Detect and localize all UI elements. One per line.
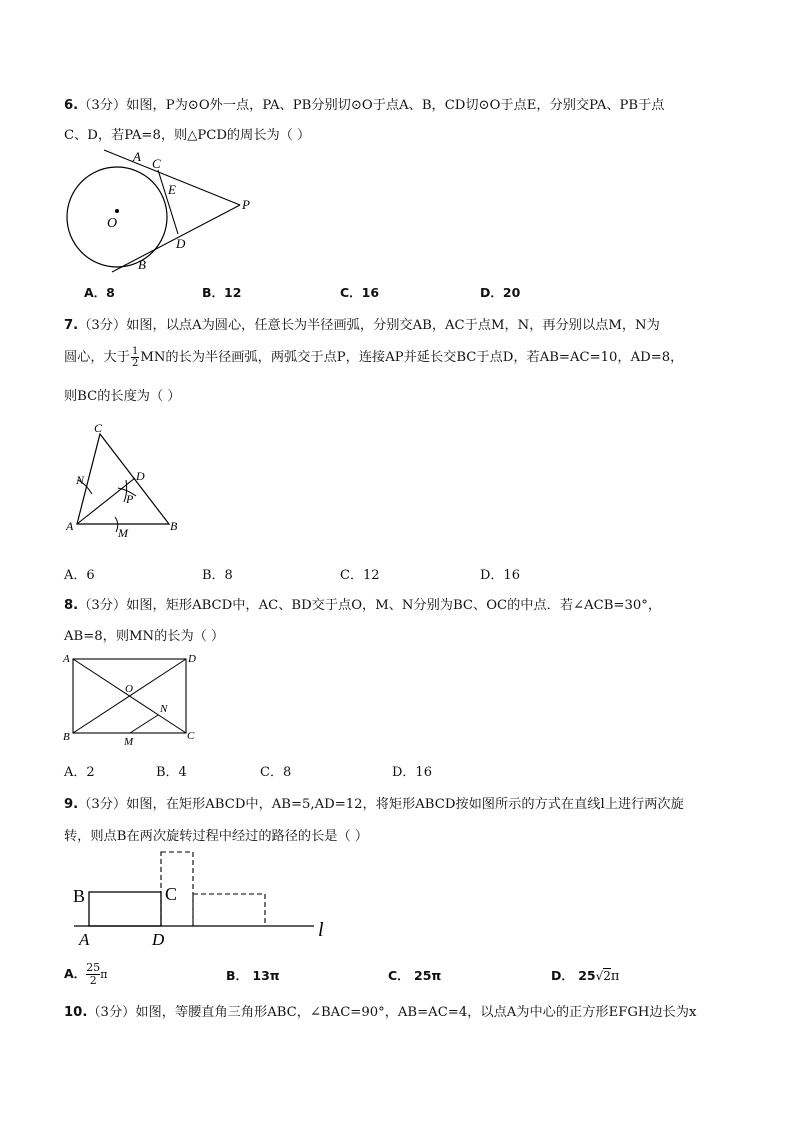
q6-stem-line1 xyxy=(64,94,664,113)
q9-option-a[interactable] xyxy=(64,962,107,987)
q7-label-c: C xyxy=(94,421,103,435)
q9-option-d-radicand: 2 xyxy=(603,969,611,983)
q7-number: 7. xyxy=(64,318,79,333)
q7-label-d: D xyxy=(136,469,145,483)
q8-figure xyxy=(60,648,210,748)
q9-label-l: l xyxy=(318,919,324,941)
q7-fraction xyxy=(131,346,139,369)
q8-option-d[interactable]: D．16 xyxy=(392,765,432,780)
q7-text-2b: MN的长为半径画弧，两弧交于点P，连接AP并延长交BC于点D，若AB=AC=10，AD=8， xyxy=(140,350,684,365)
q8-label-d: D xyxy=(188,653,196,665)
q8-label-n: N xyxy=(160,703,168,715)
q9-rectangle-rotated-2 xyxy=(193,894,265,926)
q6-number: 6. xyxy=(64,98,79,113)
q7-stem-line3: 则BC的长度为（ ） xyxy=(64,389,181,404)
q7-stem-line2 xyxy=(64,346,683,369)
q7-text-2a: 圆心，大于 xyxy=(64,350,130,365)
q10-number: 10. xyxy=(64,1005,88,1020)
q8-number: 8. xyxy=(64,598,79,613)
q7-stem-line1 xyxy=(64,314,660,333)
q9-option-a-frac xyxy=(86,962,100,987)
q7-option-c[interactable]: C．12 xyxy=(340,568,380,583)
q7-text-1: （3分）如图，以点A为圆心，任意长为半径画弧，分别交AB，AC于点M，N，再分别以点M，N为 xyxy=(78,318,660,333)
q6-stem-line2: C、D，若PA=8，则△PCD的周长为（ ） xyxy=(64,128,311,143)
q6-label-e: E xyxy=(168,182,176,197)
q9-label-d: D xyxy=(152,930,165,949)
q7-option-a[interactable]: A．6 xyxy=(64,568,95,583)
q8-segment-mn xyxy=(130,715,158,733)
q7-frac-den: 2 xyxy=(131,358,139,369)
q9-option-a-num: 25 xyxy=(86,961,101,974)
q6-option-a[interactable]: A．8 xyxy=(84,285,115,300)
q9-number: 9. xyxy=(64,797,79,812)
q8-stem-line1 xyxy=(64,594,661,613)
q9-option-d-label: D． 25 xyxy=(551,968,596,983)
q6-text-1: （3分）如图，P为⊙O外一点，PA、PB分别切⊙O于点A、B，CD切⊙O于点E，分别交PA、PB于点 xyxy=(78,98,665,113)
q9-option-d-tail: π xyxy=(610,969,620,984)
q9-label-c: C xyxy=(165,884,178,904)
q8-option-c[interactable]: C．8 xyxy=(260,765,292,780)
q9-stem-line1 xyxy=(64,793,684,812)
q8-text-1: （3分）如图，矩形ABCD中，AC、BD交于点O，M、N分别为BC、OC的中点．若∠ACB=30°， xyxy=(78,598,662,613)
q6-option-c[interactable]: C．16 xyxy=(340,285,380,300)
q9-option-b[interactable]: B． 13π xyxy=(226,968,280,983)
q9-label-b: B xyxy=(73,886,86,906)
q8-label-b: B xyxy=(63,731,70,743)
q6-label-o: O xyxy=(107,216,118,231)
q7-triangle-abc xyxy=(77,434,169,524)
q9-option-a-den: 2 xyxy=(89,974,97,987)
q7-option-b[interactable]: B．8 xyxy=(202,568,233,583)
q7-label-p: P xyxy=(126,492,134,506)
q9-option-a-tail: π xyxy=(100,968,108,981)
q7-label-m: M xyxy=(118,526,128,540)
q7-label-a: A xyxy=(66,519,74,533)
q10-text-1: （3分）如图，等腰直角三角形ABC，∠BAC=90°，AB=AC=4，以点A为中心的正方形EFGH边长为x xyxy=(87,1005,697,1020)
q6-label-b: B xyxy=(138,257,146,272)
q6-label-c: C xyxy=(152,156,161,171)
q6-label-p: P xyxy=(242,197,250,212)
q8-label-a: A xyxy=(63,653,70,665)
q7-figure xyxy=(60,420,190,545)
q7-option-d[interactable]: D．16 xyxy=(480,568,520,583)
q7-frac-num: 1 xyxy=(131,346,139,357)
q9-option-a-label: A． xyxy=(64,966,87,981)
q9-rectangle-initial xyxy=(89,892,161,926)
q8-option-b[interactable]: B．4 xyxy=(156,765,187,780)
q9-text-1: （3分）如图，在矩形ABCD中，AB=5,AD=12，将矩形ABCD按如图所示的方式在直线l上进行两次旋 xyxy=(78,797,684,812)
q9-option-c[interactable]: C． 25π xyxy=(388,968,442,983)
q9-stem-line2: 转，则点B在两次旋转过程中经过的路径的长是（ ） xyxy=(64,829,369,844)
q9-figure xyxy=(60,846,350,950)
q6-label-a: A xyxy=(133,149,141,164)
q7-label-b: B xyxy=(170,519,178,533)
q9-label-a: A xyxy=(79,930,90,949)
q6-center-dot xyxy=(115,209,119,213)
q7-label-n: N xyxy=(76,473,85,487)
q6-option-b[interactable]: B．12 xyxy=(202,285,242,300)
q6-line-cd xyxy=(158,170,178,234)
q8-stem-line2: AB=8，则MN的长为（ ） xyxy=(64,629,225,644)
q9-option-d[interactable] xyxy=(551,966,619,984)
q8-option-a[interactable]: A．2 xyxy=(64,765,95,780)
q8-label-m: M xyxy=(124,736,134,748)
q6-option-d[interactable]: D．20 xyxy=(480,285,521,300)
q9-option-d-sqrt: √2 xyxy=(595,969,611,983)
q6-figure xyxy=(60,146,260,274)
q6-label-d: D xyxy=(176,236,186,251)
q8-label-o: O xyxy=(125,683,133,695)
q8-label-c: C xyxy=(187,730,195,742)
q10-stem-line1 xyxy=(64,1001,696,1020)
